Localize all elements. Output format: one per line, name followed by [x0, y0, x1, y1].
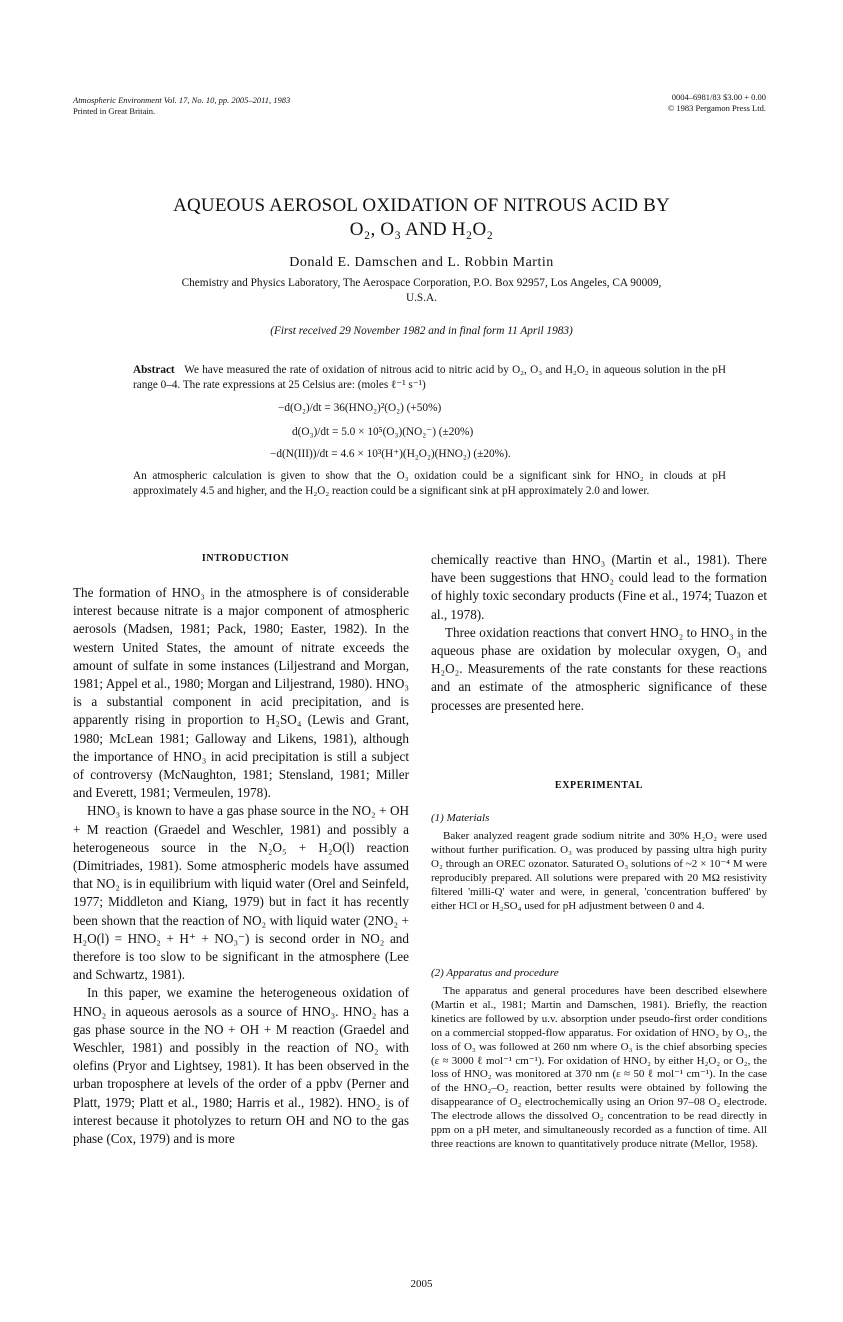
materials-paragraph: Baker analyzed reagent grade sodium nitrite and 30% H₂O₂ were used without further purification. O₃ was produced by passing ultra high purity O₂ through an OREC ozonator. Saturated O₃ solutions of ~2 × 10⁻⁴ M were reproducibly prepared. All solutions were prepared with 20 MΩ resistivity filtered 'milli-Q' water and were, in general, 'concentration buffered' by either HCl or H₂SO₄ used for pH adjustment between 0 and 4.	[431, 830, 767, 912]
introduction-paragraph-4: chemically reactive than HNO₃ (Martin et al., 1981). There have been suggestions that HNO₂ could lead to the formation of highly toxic secondary products (Fine et al., 1974; Tuazon et al., 1978).	[431, 552, 767, 622]
affiliation-line-1: Chemistry and Physics Laboratory, The Aerospace Corporation, P.O. Box 92957, Los Angeles, CA 90009,	[181, 277, 662, 289]
equation-o3: d(O₃)/dt = 5.0 × 10⁵(O₃)(NO₂⁻) (±20%)	[292, 426, 474, 438]
page-number: 2005	[410, 1278, 433, 1290]
abstract-text-2: An atmospheric calculation is given to show that the O₃ oxidation could be a significant sink for HNO₂ in clouds at pH approximately 4.5 and higher, and the H₂O₂ reaction could be a significant sink at pH approximately 2.0 and lower.	[133, 470, 726, 497]
paper-title-line-2: O₂, O₃ AND H₂O₂	[349, 219, 494, 240]
affiliation-line-2: U.S.A.	[405, 292, 438, 304]
abstract-body	[133, 363, 726, 392]
introduction-paragraph-2: HNO₃ is known to have a gas phase source in the NO₂ + OH + M reaction (Graedel and Weschler, 1981) and possibly a heterogeneous source in the N₂O₅ + H₂O(l) reaction (Dimitriades, 1981). Some atmospheric models have assumed that NO₂ is in equilibrium with liquid water (Orel and Seinfeld, 1977; Middleton and Kiang, 1979) but in fact it has recently been shown that the reaction of NO₂ with liquid water (2NO₂ + H₂O(l) = HNO₂ + H⁺ + NO₃⁻) is second order in NO₂ and therefore is too slow to be significant in the atmosphere (Lee and Schwartz, 1981).	[73, 803, 409, 983]
experimental-heading: EXPERIMENTAL	[554, 780, 644, 791]
introduction-column	[73, 584, 409, 1148]
apparatus-section	[431, 985, 767, 1152]
materials-subheading: (1) Materials	[431, 812, 490, 824]
introduction-heading: INTRODUCTION	[201, 553, 290, 564]
equation-h2o2: −d(N(III))/dt = 4.6 × 10³(H⁺)(H₂O₂)(HNO₂) (±20%).	[270, 448, 511, 460]
printed-line: Printed in Great Britain.	[73, 106, 156, 116]
introduction-paragraph-5: Three oxidation reactions that convert HNO₂ to HNO₃ in the aqueous phase are oxidation by molecular oxygen, O₃ and H₂O₂. Measurements of the rate constants for these reactions and an estimate of the atmospheric significance of these processes are presented here.	[431, 624, 767, 713]
equation-o2: −d(O₂)/dt = 36(HNO₂)²(O₂) (+50%)	[278, 402, 442, 414]
materials-section	[431, 830, 767, 913]
apparatus-paragraph: The apparatus and general procedures have been described elsewhere (Martin et al., 1981; Martin and Damschen, 1981). Briefly, the reaction kinetics are followed by u.v. absorption under pseudo-first order conditions on a commercial stopped-flow apparatus. For oxidation of HNO₂ by O₃, the loss of O₃ was followed at 260 nm where O₃ is the chief absorbing species (ε ≈ 3000 ℓ mol⁻¹ cm⁻¹). For oxidation of HNO₂ by either H₂O₂ or O₂, the loss of HNO₂ was monitored at 370 nm (ε ≈ 50 ℓ mol⁻¹ cm⁻¹). In the case of the HNO₂–O₂ reaction, better results were obtained by following the disappearance of O₂ electrochemically using an Orion 97–08 O₂ electrode. The electrode allows the dissolved O₂ concentration to be read directly in ppm on a pH meter, and simultaneously recorded as a function of time. All three reactions are known to quantitatively produce nitrate (Mellor, 1958).	[431, 985, 767, 1150]
abstract-label: Abstract	[133, 364, 175, 376]
introduction-column-continued	[431, 551, 767, 715]
copyright-line: © 1983 Pergamon Press Ltd.	[667, 103, 766, 113]
introduction-paragraph-1: The formation of HNO₃ in the atmosphere is of considerable interest because nitrate is a major component of atmospheric aerosols (Madsen, 1981; Pack, 1980; Easter, 1982). In the western United States, the amount of nitrate exceeds the amount of sulfate in some instances (Liljestrand and Morgan, 1981; Appel et al., 1980; Morgan and Liljestrand, 1980). HNO₃ is a substantial component in acid precipitation, and is apparently rising in proportion to H₂SO₄ (Lewis and Grant, 1980; McLean 1981; Galloway and Likens, 1981), although the importance of HNO₃ in acid precipitation is still a subject of controversy (McNaughton, 1981; Stensland, 1981; Miller and Everett, 1981; Vermeulen, 1978).	[73, 585, 409, 801]
apparatus-subheading: (2) Apparatus and procedure	[431, 967, 559, 979]
journal-line: Atmospheric Environment Vol. 17, No. 10, pp. 2005–2011, 1983	[73, 95, 291, 105]
price-line: 0004–6981/83 $3.00 + 0.00	[671, 92, 766, 102]
received-dates: (First received 29 November 1982 and in final form 11 April 1983)	[270, 325, 573, 337]
introduction-paragraph-3: In this paper, we examine the heterogeneous oxidation of HNO₂ in aqueous aerosols as a source of HNO₃. HNO₂ has a gas phase source in the NO + OH + M reaction (Graedel and Weschler, 1981) and possibly in the reaction of NO₂ with olefins (Pryor and Lightsey, 1981). It has been observed in the urban troposphere at levels of the order of a ppbv (Perner and Platt, 1979; Platt et al., 1980; Harris et al., 1982). HNO₂ is of interest because it photolyzes to return OH and NO to the gas phase (Cox, 1979) and is more	[73, 985, 409, 1147]
abstract-text-1: We have measured the rate of oxidation of nitrous acid to nitric acid by O₂, O₃ and H₂O₂ in aqueous solution in the pH range 0–4. The rate expressions at 25 Celsius are: (moles ℓ⁻¹ s⁻¹)	[133, 364, 726, 391]
paper-title-line-1: AQUEOUS AEROSOL OXIDATION OF NITROUS ACID BY	[173, 195, 670, 216]
authors: Donald E. Damschen and L. Robbin Martin	[289, 255, 554, 270]
